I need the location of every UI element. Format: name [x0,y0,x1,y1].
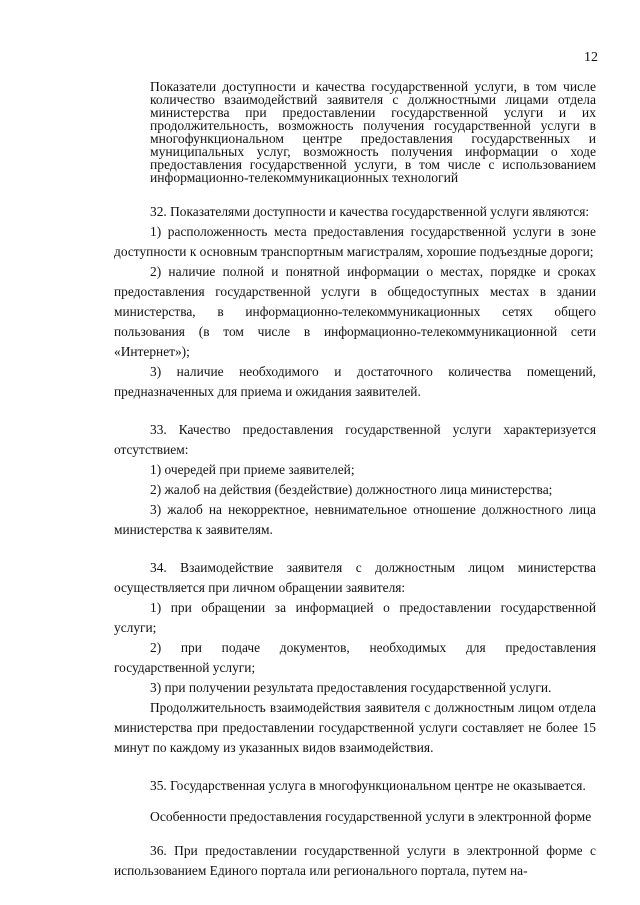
paragraph-32-item-2: 2) наличие полной и понятной информации о местах, порядке и сроках предоставления государственной услуги в общедоступных местах в здании министерства, в информационно-телекоммуникационных сетях общего пользования (в том числе в информационно-телекоммуникационной сети «Интернет»); [114,264,596,359]
paragraph-34-item-2: 2) при подаче документов, необходимых для предоставления государственной услуги; [114,640,596,675]
document-body [114,80,596,881]
paragraph-36: 36. При предоставлении государственной услуги в электронной форме с использованием Единого портала или регионального портала, путем на- [114,843,596,878]
section-heading-availability: Показатели доступности и качества государственной услуги, в том числе количество взаимодействий заявителя с должностными лицами отдела министерства при предоставлении государственной услуги и их продолжительность, возможность получения государственной услуги в многофункциональном центре предоставления государственных и муниципальных услуг, возможность получения информации о ходе предоставления государственной услуги, в том числе с использованием информационно-телекоммуникационных технологий [150,79,596,185]
paragraph-33-item-2: 2) жалоб на действия (бездействие) должностного лица министерства; [150,482,553,497]
paragraph-34-item-1: 1) при обращении за информацией о предоставлении государственной услуги; [114,600,596,635]
paragraph-35: 35. Государственная услуга в многофункциональном центре не оказывается. [150,778,586,793]
paragraph-34: 34. Взаимодействие заявителя с должностным лицом министерства осуществляется при личном обращении заявителя: [114,560,596,595]
paragraph-32-item-3: 3) наличие необходимого и достаточного количества помещений, предназначенных для приема и ожидания заявителей. [114,364,596,399]
paragraph-34-item-3: 3) при получении результата предоставления государственной услуги. [150,680,552,695]
section-heading-electronic: Особенности предоставления государственной услуги в электронной форме [150,809,592,824]
paragraph-34-duration: Продолжительность взаимодействия заявителя с должностным лицом отдела министерства при предоставлении государственной услуги составляет не более 15 минут по каждому из указанных видов взаимодействия. [114,700,596,755]
paragraph-32-item-1: 1) расположенность места предоставления государственной услуги в зоне доступности к основным транспортным магистралям, хорошие подъездные дороги; [114,224,596,259]
page-number: 12 [584,50,598,65]
paragraph-33-item-1: 1) очередей при приеме заявителей; [150,462,355,477]
paragraph-33: 33. Качество предоставления государственной услуги характеризуется отсутствием: [114,422,596,457]
paragraph-32: 32. Показателями доступности и качества государственной услуги являются: [150,204,590,219]
paragraph-33-item-3: 3) жалоб на некорректное, невнимательное отношение должностного лица министерства к заявителям. [114,502,596,537]
